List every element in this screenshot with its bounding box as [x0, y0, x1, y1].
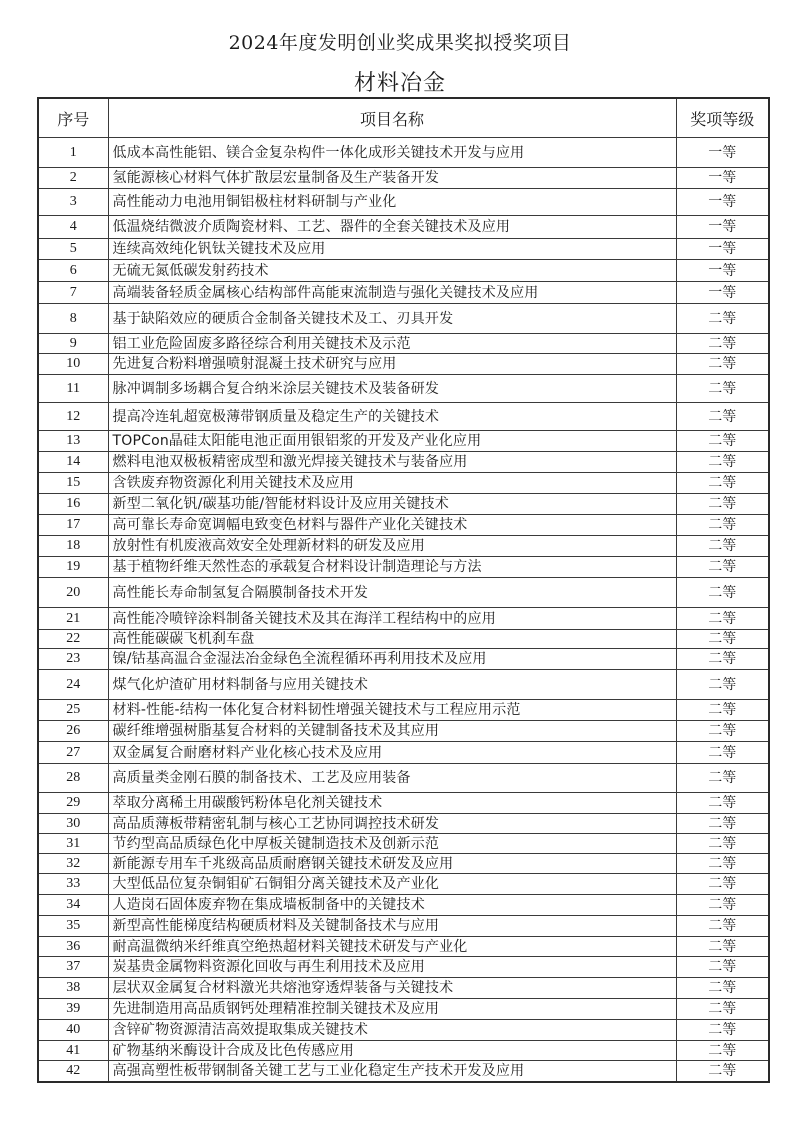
award-grade: 二等 [676, 721, 769, 742]
award-grade: 一等 [676, 138, 769, 168]
table-row [38, 895, 769, 916]
table-row [38, 282, 769, 304]
award-grade: 二等 [676, 515, 769, 536]
project-name: TOPCon晶硅太阳能电池正面用银铝浆的开发及产业化应用 [108, 431, 676, 452]
project-name: 燃料电池双极板精密成型和激光焊接关键技术与装备应用 [108, 452, 676, 473]
award-grade: 二等 [676, 649, 769, 670]
row-number: 32 [38, 854, 108, 874]
row-number: 27 [38, 742, 108, 764]
award-grade: 一等 [676, 239, 769, 260]
project-name: 高性能冷喷锌涂料制备关键技术及其在海洋工程结构中的应用 [108, 608, 676, 630]
project-name: 先进制造用高品质钢钙处理精准控制关键技术及应用 [108, 999, 676, 1020]
award-grade: 二等 [676, 334, 769, 354]
project-name: 高可靠长寿命宽调幅电致变色材料与器件产业化关键技术 [108, 515, 676, 536]
award-grade: 一等 [676, 168, 769, 189]
table-row [38, 494, 769, 515]
award-grade: 二等 [676, 895, 769, 916]
table-row [38, 431, 769, 452]
award-grade: 二等 [676, 608, 769, 630]
project-name: 新型高性能梯度结构硬质材料及关键制备技术与应用 [108, 916, 676, 937]
row-number: 34 [38, 895, 108, 916]
row-number: 13 [38, 431, 108, 452]
award-grade: 二等 [676, 1061, 769, 1082]
award-grade: 二等 [676, 473, 769, 494]
row-number: 19 [38, 557, 108, 578]
row-number: 26 [38, 721, 108, 742]
table-row [38, 403, 769, 431]
table-row [38, 578, 769, 608]
table-row [38, 649, 769, 670]
row-number: 1 [38, 138, 108, 168]
table-row [38, 978, 769, 999]
table-row [38, 304, 769, 334]
project-name: 双金属复合耐磨材料产业化核心技术及应用 [108, 742, 676, 764]
award-grade: 一等 [676, 282, 769, 304]
award-grade: 二等 [676, 916, 769, 937]
award-grade: 二等 [676, 793, 769, 814]
project-name: 高性能长寿命制氢复合隔膜制备技术开发 [108, 578, 676, 608]
award-grade: 二等 [676, 557, 769, 578]
project-name: 无硫无氮低碳发射药技术 [108, 260, 676, 282]
table-row [38, 216, 769, 239]
award-grade: 二等 [676, 978, 769, 999]
project-name: 煤气化炉渣矿用材料制备与应用关键技术 [108, 670, 676, 700]
table-row [38, 375, 769, 403]
award-grade: 二等 [676, 452, 769, 473]
table-row [38, 608, 769, 630]
project-name: 高性能动力电池用铜铝极柱材料研制与产业化 [108, 189, 676, 216]
row-number: 36 [38, 937, 108, 957]
table-row [38, 854, 769, 874]
award-grade: 二等 [676, 403, 769, 431]
row-number: 29 [38, 793, 108, 814]
table-row [38, 1061, 769, 1082]
award-grade: 二等 [676, 999, 769, 1020]
table-row [38, 999, 769, 1020]
row-number: 24 [38, 670, 108, 700]
table-row [38, 452, 769, 473]
award-grade: 二等 [676, 578, 769, 608]
project-name: 碳纤维增强树脂基复合材料的关键制备技术及其应用 [108, 721, 676, 742]
award-grade: 二等 [676, 814, 769, 834]
row-number: 38 [38, 978, 108, 999]
row-number: 40 [38, 1020, 108, 1041]
project-name: 脉冲调制多场耦合复合纳米涂层关键技术及装备研发 [108, 375, 676, 403]
project-name: 萃取分离稀土用碳酸钙粉体皂化剂关键技术 [108, 793, 676, 814]
table-row [38, 168, 769, 189]
award-grade: 二等 [676, 494, 769, 515]
award-grade: 二等 [676, 1041, 769, 1061]
table-row [38, 1020, 769, 1041]
award-grade: 二等 [676, 937, 769, 957]
award-grade: 二等 [676, 874, 769, 895]
row-number: 39 [38, 999, 108, 1020]
row-number: 8 [38, 304, 108, 334]
table-row [38, 473, 769, 494]
table-row [38, 536, 769, 557]
award-grade: 二等 [676, 354, 769, 375]
table-row [38, 354, 769, 375]
row-number: 3 [38, 189, 108, 216]
awards-table [37, 97, 770, 1083]
row-number: 14 [38, 452, 108, 473]
award-grade: 二等 [676, 957, 769, 978]
award-grade: 一等 [676, 189, 769, 216]
award-grade: 二等 [676, 854, 769, 874]
project-name: 连续高效纯化钒钛关键技术及应用 [108, 239, 676, 260]
award-grade: 二等 [676, 834, 769, 854]
project-name: 炭基贵金属物料资源化回收与再生利用技术及应用 [108, 957, 676, 978]
table-row [38, 793, 769, 814]
table-row [38, 957, 769, 978]
project-name: 低温烧结微波介质陶瓷材料、工艺、器件的全套关键技术及应用 [108, 216, 676, 239]
row-number: 12 [38, 403, 108, 431]
project-name: 放射性有机废液高效安全处理新材料的研发及应用 [108, 536, 676, 557]
project-name: 高品质薄板带精密轧制与核心工艺协同调控技术研发 [108, 814, 676, 834]
award-grade: 二等 [676, 742, 769, 764]
row-number: 4 [38, 216, 108, 239]
row-number: 17 [38, 515, 108, 536]
project-name: 材料-性能-结构一体化复合材料韧性增强关键技术与工程应用示范 [108, 700, 676, 721]
column-header-no: 序号 [38, 98, 108, 138]
project-name: 高性能碳碳飞机刹车盘 [108, 630, 676, 649]
table-row [38, 1041, 769, 1061]
row-number: 41 [38, 1041, 108, 1061]
table-row [38, 764, 769, 793]
row-number: 25 [38, 700, 108, 721]
table-row [38, 721, 769, 742]
table-row [38, 260, 769, 282]
table-row [38, 334, 769, 354]
project-name: 基于植物纤维天然性态的承载复合材料设计制造理论与方法 [108, 557, 676, 578]
project-name: 层状双金属复合材料激光共熔池穿透焊装备与关键技术 [108, 978, 676, 999]
table-row [38, 239, 769, 260]
row-number: 16 [38, 494, 108, 515]
table-row [38, 916, 769, 937]
award-grade: 二等 [676, 630, 769, 649]
table-row [38, 630, 769, 649]
row-number: 11 [38, 375, 108, 403]
project-name: 耐高温微纳米纤维真空绝热超材料关键技术研发与产业化 [108, 937, 676, 957]
award-grade: 一等 [676, 260, 769, 282]
table-row [38, 557, 769, 578]
project-name: 提高冷连轧超宽极薄带钢质量及稳定生产的关键技术 [108, 403, 676, 431]
project-name: 低成本高性能铝、镁合金复杂构件一体化成形关键技术开发与应用 [108, 138, 676, 168]
row-number: 42 [38, 1061, 108, 1082]
row-number: 28 [38, 764, 108, 793]
row-number: 37 [38, 957, 108, 978]
award-grade: 二等 [676, 304, 769, 334]
document-subtitle: 材料冶金 [353, 71, 446, 96]
table-row [38, 814, 769, 834]
row-number: 2 [38, 168, 108, 189]
award-grade: 一等 [676, 216, 769, 239]
row-number: 22 [38, 630, 108, 649]
table-row [38, 834, 769, 854]
row-number: 7 [38, 282, 108, 304]
table-row [38, 515, 769, 536]
award-grade: 二等 [676, 1020, 769, 1041]
project-name: 铝工业危险固废多路径综合利用关键技术及示范 [108, 334, 676, 354]
row-number: 30 [38, 814, 108, 834]
row-number: 9 [38, 334, 108, 354]
project-name: 基于缺陷效应的硬质合金制备关键技术及工、刃具开发 [108, 304, 676, 334]
table-row [38, 937, 769, 957]
project-name: 高质量类金刚石膜的制备技术、工艺及应用装备 [108, 764, 676, 793]
project-name: 矿物基纳米酶设计合成及比色传感应用 [108, 1041, 676, 1061]
project-name: 大型低品位复杂铜钼矿石铜钼分离关键技术及产业化 [108, 874, 676, 895]
row-number: 21 [38, 608, 108, 630]
project-name: 高强高塑性板带钢制备关键工艺与工业化稳定生产技术开发及应用 [108, 1061, 676, 1082]
table-row [38, 670, 769, 700]
award-grade: 二等 [676, 431, 769, 452]
column-header-name: 项目名称 [108, 98, 676, 138]
project-name: 高端装备轻质金属核心结构部件高能束流制造与强化关键技术及应用 [108, 282, 676, 304]
project-name: 人造岗石固体废弃物在集成墙板制备中的关键技术 [108, 895, 676, 916]
column-header-grade: 奖项等级 [676, 98, 769, 138]
table-row [38, 138, 769, 168]
row-number: 33 [38, 874, 108, 895]
row-number: 35 [38, 916, 108, 937]
project-name: 镍/钴基高温合金湿法冶金绿色全流程循环再利用技术及应用 [108, 649, 676, 670]
award-grade: 二等 [676, 764, 769, 793]
row-number: 5 [38, 239, 108, 260]
table-row [38, 874, 769, 895]
project-name: 氢能源核心材料气体扩散层宏量制备及生产装备开发 [108, 168, 676, 189]
project-name: 节约型高品质绿色化中厚板关键制造技术及创新示范 [108, 834, 676, 854]
award-grade: 二等 [676, 700, 769, 721]
award-grade: 二等 [676, 536, 769, 557]
table-row [38, 742, 769, 764]
table-header-row [38, 98, 769, 138]
row-number: 6 [38, 260, 108, 282]
project-name: 含铁废弃物资源化利用关键技术及应用 [108, 473, 676, 494]
table-body [38, 138, 769, 1082]
project-name: 先进复合粉料增强喷射混凝土技术研究与应用 [108, 354, 676, 375]
row-number: 20 [38, 578, 108, 608]
award-grade: 二等 [676, 375, 769, 403]
row-number: 10 [38, 354, 108, 375]
project-name: 新型二氧化钒/碳基功能/智能材料设计及应用关键技术 [108, 494, 676, 515]
row-number: 18 [38, 536, 108, 557]
row-number: 23 [38, 649, 108, 670]
row-number: 31 [38, 834, 108, 854]
award-grade: 二等 [676, 670, 769, 700]
project-name: 含锌矿物资源清洁高效提取集成关键技术 [108, 1020, 676, 1041]
project-name: 新能源专用车千兆级高品质耐磨钢关键技术研发及应用 [108, 854, 676, 874]
table-row [38, 700, 769, 721]
document-title: 2024年度发明创业奖成果奖拟授奖项目 [228, 32, 572, 54]
table-row [38, 189, 769, 216]
row-number: 15 [38, 473, 108, 494]
